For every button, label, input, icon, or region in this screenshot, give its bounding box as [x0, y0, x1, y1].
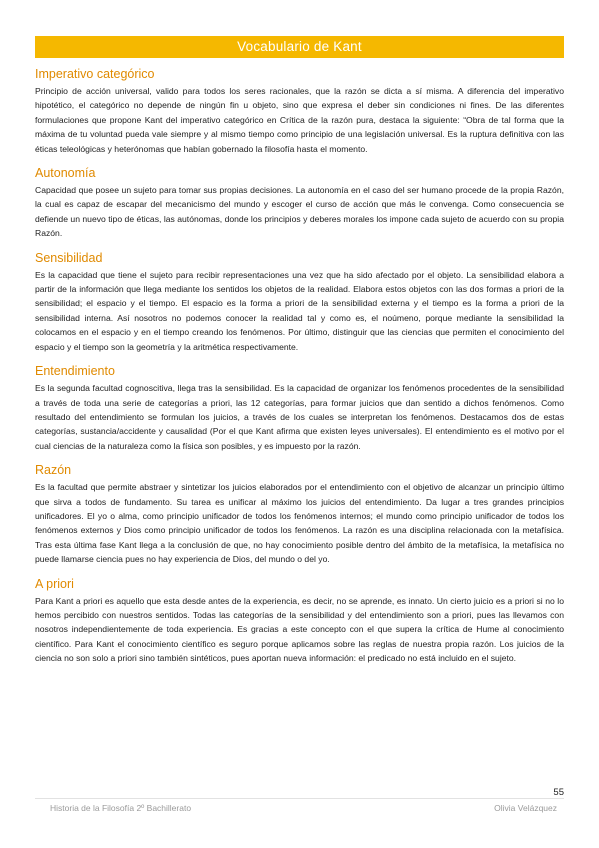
section-autonomia [35, 166, 564, 241]
page-number: 55 [553, 787, 564, 798]
section-a-priori [35, 577, 564, 666]
section-heading: Razón [35, 463, 72, 478]
section-body: Capacidad que posee un sujeto para tomar sus propias decisiones. La autonomía en el caso del ser humano procede de la propia Razón, la cual es capaz de escapar del mecanicismo del mundo y escoger el curso de acción que más le convenga. Como consecuencia se defiende un nuevo tipo de éticas, las autónomas, donde los principios y deberes morales los impone cada sujeto de acuerdo con su propia Razón. [35, 185, 564, 239]
section-body: Es la capacidad que tiene el sujeto para recibir representaciones una vez que ha sido afectado por el objeto. La sensibilidad elabora a partir de la información que llega mediante los sentidos los objetos de la realidad. Elabora estos objetos con las dos formas a priori de la sensibilidad; el espacio y el tiempo. El espacio es la forma a priori de la sensibilidad externa y el tiempo es la forma a priori de la sensibilidad interna. Así nosotros no podemos conocer la realidad tal y como es, el noúmeno, porque mediante la sensibilidad la colocamos en el espacio y en el tiempo creando los fenómenos. Por último, distinguir que las ciencias que permiten el conocimiento del espacio y el tiempo son la geometría y la aritmética respectivamente. [35, 269, 564, 352]
section-body: Es la segunda facultad cognoscitiva, llega tras la sensibilidad. Es la capacidad de organizar los fenómenos procedentes de la sensibilidad a través de toda una serie de categorías a priori, las 12 categorías, para formar juicios que dan sentido a dichos fenómenos. Como resultado del entendimiento se formulan los juicios, a través de los cuales se interpretan los fenómenos. Destacamos dos de estas categorías, sustancia/accidente y causalidad (Por el que Kant afirma que existen leyes universales). El entendimiento es el motivo por el cual ciencias de la naturaleza como la física son posibles, y es impuesto por la razón. [35, 383, 564, 451]
section-body: Principio de acción universal, valido para todos los seres racionales, que la razón se dicta a sí misma. A diferencia del imperativo hipotético, el categórico no depende de ningún fin u objeto, sino que expresa el deber sin condiciones ni fines. De las diferentes formulaciones que propone Kant del imperativo categórico en Crítica de la razón pura, destaca la siguiente: “Obra de tal forma que la máxima de tu voluntad pueda vale siempre y al mismo tiempo como principio de una legislación universal. Es la ruptura definitiva con las éticas teleológicas y heterónomas que habían gobernado la filosofía hasta el momento. [35, 86, 564, 154]
section-entendimiento [35, 364, 564, 453]
section-heading: Sensibilidad [35, 250, 103, 265]
footer-course-title: Historia de la Filosofía 2º Bachillerato [50, 803, 192, 813]
section-razon [35, 463, 564, 566]
section-body: Es la facultad que permite abstraer y sintetizar los juicios elaborados por el entendimiento con el objetivo de alcanzar un principio último que sirva a todos de fundamento. Su tarea es unificar al máximo los juicios del entendimiento. Da lugar a tres grandes principios unificadores. El yo o alma, como principio unificador de todos los fenómenos internos; el mundo como principio unificador de todos los fenómenos externos y Dios como principio unificador de todos los fenómenos. La razón es una disciplina relacionada con la metafísica. Tras esta última fase Kant llega a la conclusión de que, no hay conocimiento posible dentro del ámbito de la metafísica, la metafísica no puede llamarse ciencia pues no hay experiencia de Dios, del mundo o del yo. [35, 482, 564, 565]
section-heading: Imperativo categórico [35, 67, 155, 81]
section-heading: A priori [35, 576, 74, 591]
footer-divider [35, 798, 564, 799]
page-title: Vocabulario de Kant [35, 36, 564, 58]
section-heading: Autonomía [35, 166, 96, 181]
section-imperativo-categorico [35, 67, 564, 156]
document-page [35, 36, 564, 666]
section-body: Para Kant a priori es aquello que esta desde antes de la experiencia, es decir, no se aprende, es innato. Un cierto juicio es a priori si no lo hemos percibido con nuestros sentidos. Todas las categorías de la sensibilidad y del entendimiento son a priori, pues las llevamos con nosotros independientemente de toda experiencia. Es gracias a este concepto con el que supera la crítica de Hume al conocimiento científico. Para Kant el conocimiento científico es seguro porque aplicamos sobre las reglas de nuestra propia razón. Los juicios de la ciencia no son solo a priori sino también sintéticos, pues aportan nueva información: el predicado no está incluido en el sujeto. [35, 595, 564, 664]
footer-author: Olivia Velázquez [494, 803, 557, 813]
section-sensibilidad [35, 251, 564, 354]
section-heading: Entendimiento [35, 364, 115, 379]
